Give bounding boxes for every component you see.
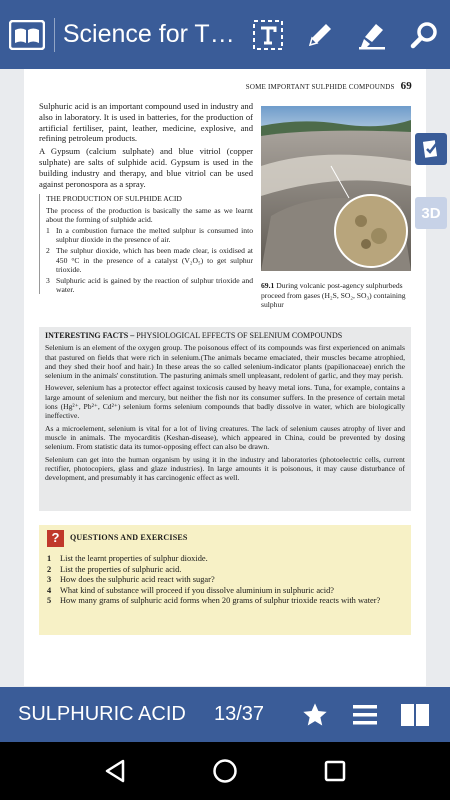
notes-button[interactable]	[415, 133, 447, 165]
facts-paragraph: However, selenium has a protector effect against toxicosis caused by heavy metal ions. Tuna, for example, contains a large amount of selenium and mercury, but neither the fish nor its consumer suffers. In the presence of certain metal ions (Hg²⁺, Pb²⁺, Cd²⁺) selenium forms selenium compounds that badly dissolve in water, which are biologically ineffective.	[45, 383, 405, 421]
question-text: List the learnt properties of sulphur dioxide.	[60, 554, 208, 563]
facts-heading-bold: INTERESTING FACTS –	[45, 331, 135, 340]
book-icon[interactable]	[0, 0, 54, 69]
facts-paragraph: Selenium is an element of the oxygen group. The poisonous effect of its compounds was first experienced on animals that pastured on fields that were rich in selenium.(The animals became emaciated, their muscles became atrophied, and they shed their hoof and hair.) In these areas the so called selenium-indicator plants (papilionaceae) enrich the selenium in the animals' constitution. The pasturing animals smell unpleasant, redolent of garlic, and they may perish.	[45, 343, 405, 381]
step-number: 1	[46, 225, 50, 235]
view-3d-button[interactable]: 3D	[415, 197, 447, 229]
question-text: What kind of substance will proceed if you dissolve aluminium in sulphuric acid?	[60, 585, 334, 595]
notes-check-icon	[420, 138, 442, 160]
page-number: 69	[400, 80, 412, 92]
running-head	[246, 80, 412, 92]
bottom-toolbar	[0, 687, 450, 742]
caption-text: During volcanic post-agency sulphurbeds proceed from gases (H₂S, SO₂, SO₃) containing sulphur	[261, 281, 406, 309]
search-icon[interactable]	[398, 0, 450, 69]
question-mark-icon: ?	[47, 530, 64, 547]
question-text: How does the sulphuric acid react with sugar?	[60, 575, 215, 585]
paragraph: Sulphuric acid is an important compound used in industry and also in laboratory. It is used in batteries, for the production of artificial fertiliser, paint, leather, medicine, explosive, and refining petroleum products.	[39, 101, 253, 144]
questions-list	[47, 554, 403, 607]
question-item	[47, 575, 403, 586]
questions-title: QUESTIONS AND EXERCISES	[70, 533, 188, 543]
process-step	[46, 276, 253, 294]
interesting-facts-box	[39, 327, 411, 511]
list-icon[interactable]	[340, 687, 390, 742]
system-nav-bar	[0, 742, 450, 800]
highlighter-icon[interactable]	[346, 0, 398, 69]
question-item	[47, 586, 403, 597]
caption-number: 69.1	[261, 281, 275, 290]
running-head-text: SOME IMPORTANT SULPHIDE COMPOUNDS	[245, 83, 395, 91]
process-steps	[46, 226, 253, 294]
home-icon[interactable]	[201, 747, 249, 795]
question-number: 5	[47, 596, 52, 606]
back-icon[interactable]	[91, 747, 139, 795]
book-page	[24, 69, 426, 686]
two-page-icon[interactable]	[390, 687, 440, 742]
chapter-title[interactable]: SULPHURIC ACID	[18, 703, 186, 725]
step-text: In a combustion furnace the melted sulphur is consumed into sulphur dioxide in the presence of air.	[56, 225, 253, 245]
question-number: 2	[47, 564, 52, 574]
facts-paragraph: As a microelement, selenium is vital for a lot of living creatures. The lack of selenium causes atrophy of liver and muscle in animals. The myocarditis (Keshan-disease), which appeared in China, could be prevented by dosing selenium. From statistic data its tumor-opposing effect can also be drawn.	[45, 423, 405, 452]
text-tool-icon[interactable]	[242, 0, 294, 69]
pencil-icon[interactable]	[294, 0, 346, 69]
top-toolbar	[0, 0, 450, 69]
process-step	[46, 246, 253, 274]
facts-paragraph: Selenium can get into the human organism by using it in the industry and laboratories (photoelectric cells, current rectifier, photocopiers, glass and glaze industries). In large amounts it is poisonous, it may cause disturbance of development, and presumably it has carcinogenic effect as well.	[45, 454, 405, 483]
facts-heading-rest: PHYSIOLOGICAL EFFECTS OF SELENIUM COMPOUNDS	[136, 331, 343, 340]
step-text: Sulphuric acid is gained by the reaction of sulphur trioxide and water.	[56, 276, 253, 295]
star-icon[interactable]	[290, 687, 340, 742]
left-column	[39, 101, 253, 294]
facts-heading	[45, 331, 405, 340]
process-intro: The process of the production is basically the same as we learnt about the forming of sulphide acid.	[46, 205, 253, 224]
question-item	[47, 554, 403, 565]
questions-header	[47, 530, 403, 547]
question-number: 3	[47, 575, 52, 585]
photo-caption	[261, 281, 413, 310]
recents-icon[interactable]	[311, 747, 359, 795]
step-number: 3	[46, 276, 50, 285]
question-text: How many grams of sulphuric acid forms when 20 grams of sulphur trioxide reacts with water?	[60, 596, 381, 606]
question-text: List the properties of sulphuric acid.	[60, 564, 182, 574]
step-number: 2	[46, 246, 50, 256]
process-heading: THE PRODUCTION OF SULPHIDE ACID	[46, 194, 182, 204]
step-text: The sulphur dioxide, which has been made clear, is oxidised at 450 °C in the presence of a catalyst (V₂O₅) to get sulphur trioxide.	[56, 246, 253, 274]
question-number: 1	[47, 554, 52, 563]
question-item	[47, 565, 403, 576]
paragraph: A Gypsum (calcium sulphate) and blue vitriol (copper sulphate) are salts of sulphide acid. Gypsum is used in the building industry and therapy, and blue vitriol can be used against peronospora as a spray.	[39, 146, 253, 189]
volcanic-photo	[261, 106, 411, 271]
process-step	[46, 226, 253, 244]
page-counter[interactable]: 13/37	[214, 703, 265, 725]
process-box	[39, 194, 253, 294]
question-item	[47, 596, 403, 607]
questions-box	[39, 525, 411, 635]
book-title: Science for T…	[62, 20, 235, 48]
question-number: 4	[47, 585, 52, 595]
